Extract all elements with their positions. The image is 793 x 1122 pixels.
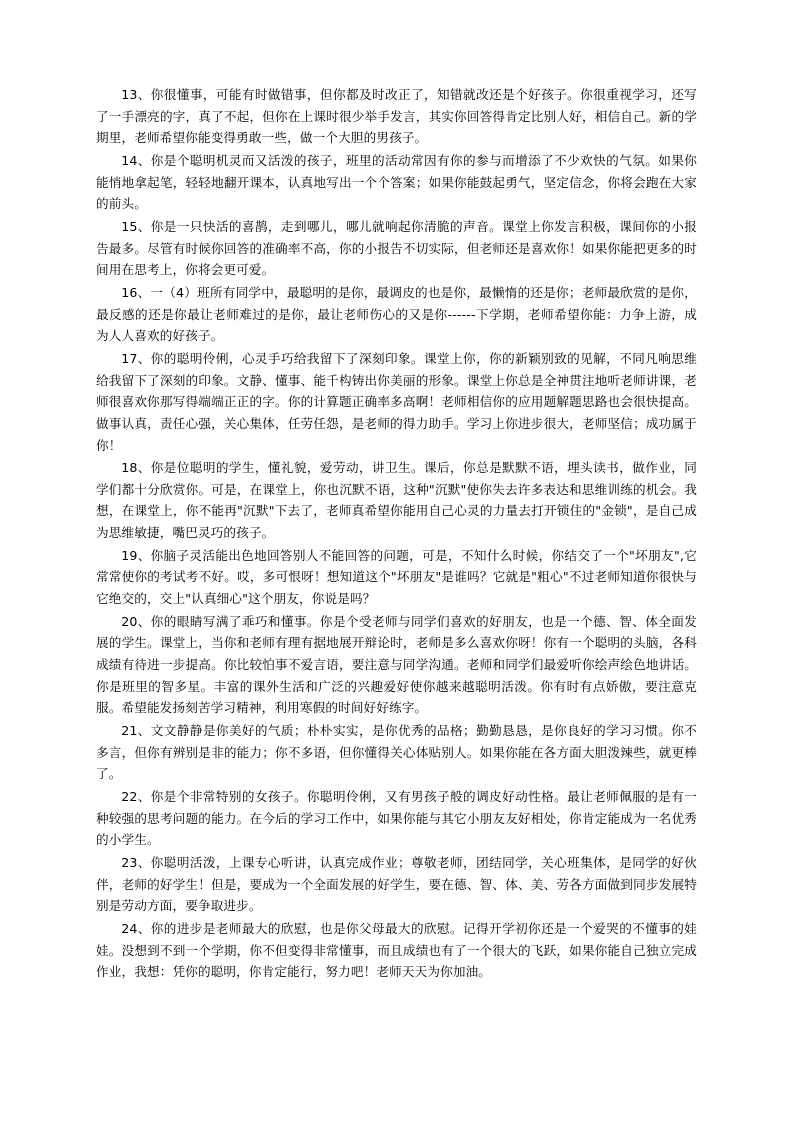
paragraph: 18、你是位聪明的学生，懂礼貌，爱劳动，讲卫生。课后，你总是默默不语，埋头读书，做作业，同学们都十分欣赏你。可是，在课堂上，你也沉默不语，这种"沉默"使你失去许多表达和思维训练的机会。我想，在课堂上，你不能再"沉默"下去了，老师真希望你能用自己心灵的力量去打开锁住的"金锁"，是自己成为思维敏捷，嘴巴灵巧的孩子。 [96,460,697,541]
paragraph: 22、你是个非常特别的女孩子。你聪明伶俐，又有男孩子般的调皮好动性格。最让老师佩服的是有一种较强的思考问题的能力。在今后的学习工作中，如果你能与其它小朋友友好相处，你肯定能成为一名优秀的小学生。 [96,789,697,848]
paragraph: 24、你的进步是老师最大的欣慰，也是你父母最大的欣慰。记得开学初你还是一个爱哭的不懂事的娃娃。没想到不到一个学期，你不但变得非常懂事，而且成绩也有了一个很大的飞跃，如果你能自己独立完成作业，我想：凭你的聪明，你肯定能行，努力吧！老师天天为你加油。 [96,920,697,980]
document-body [96,84,697,983]
paragraph: 20、你的眼睛写满了乖巧和懂事。你是个受老师与同学们喜欢的好朋友，也是一个德、智、体全面发展的学生。课堂上，当你和老师有理有据地展开辩论时，老师是多么喜欢你呀！你有一个聪明的头脑，各科成绩有待进一步提高。你比较怕事不爱言语，要注意与同学沟通。老师和同学们最爱听你绘声绘色地讲话。你是班里的智多星。丰富的课外生活和广泛的兴趣爱好使你越来越聪明活泼。你有时有点娇傲，要注意克服。希望能发扬刻苦学习精神，利用寒假的时间好好练字。 [96,613,697,716]
paragraph: 19、你脑子灵活能出色地回答别人不能回答的问题，可是，不知什么时候，你结交了一个"坏朋友",它常常使你的考试考不好。哎，多可恨呀！想知道这个"坏朋友"是谁吗？它就是"粗心"不过老师知道你很快与它绝交的，交上"认真细心"这个朋友，你说是吗？ [96,547,697,607]
paragraph: 23、你聪明活泼，上课专心听讲，认真完成作业；尊敬老师，团结同学，关心班集体，是同学的好伙伴，老师的好学生！但是，要成为一个全面发展的好学生，要在德、智、体、美、劳各方面做到同步发展特别是劳动方面，要争取进步。 [96,854,697,914]
paragraph: 15、你是一只快活的喜鹊，走到哪儿，哪儿就响起你清脆的声音。课堂上你发言积极，课间你的小报告最多。尽管有时候你回答的准确率不高，你的小报告不切实际，但老师还是喜欢你！如果你能把更多的时间用在思考上，你将会更可爱。 [96,218,697,278]
paragraph: 13、你很懂事，可能有时做错事，但你都及时改正了，知错就改还是个好孩子。你很重视学习，还写了一手漂亮的字，真了不起，但你在上课时很少举手发言，其实你回答得肯定比别人好，相信自己。新的学期里，老师希望你能变得勇敢一些，做一个大胆的男孩子。 [96,87,697,146]
paragraph: 16、一（4）班所有同学中，最聪明的是你，最调皮的也是你，最懒惰的还是你；老师最欣赏的是你，最反感的还是你最让老师难过的是你，最让老师伤心的又是你------下学期，老师希望你能：力争上游，成为人人喜欢的好孩子。 [96,284,697,344]
paragraph: 17、你的聪明伶俐，心灵手巧给我留下了深刻印象。课堂上你，你的新颖别致的见解，不同凡响思维给我留下了深刻的印象。文静、懂事、能千构铸出你美丽的形象。课堂上你总是全神贯注地听老师讲课，老师很喜欢你那写得端端正正的字。你的计算题正确率多高啊！老师相信你的应用题解题思路也会很快提高。做事认真，责任心强，关心集体，任劳任怨，是老师的得力助手。学习上你进步很大，老师坚信；成功属于你！ [96,350,697,453]
paragraph: 21、文文静静是你美好的气质；朴朴实实，是你优秀的品格；勤勤恳恳，是你良好的学习习惯。你不多言，但你有辨别是非的能力；你不多语，但你懂得关心体贴别人。如果你能在各方面大胆泼辣些，就更棒了。 [96,723,697,782]
paragraph: 14、你是个聪明机灵而又活泼的孩子，班里的活动常因有你的参与而增添了不少欢快的气氛。如果你能悄地拿起笔，轻轻地翻开课本，认真地写出一个个答案；如果你能鼓起勇气，坚定信念，你将会跑在大家的前头。 [96,152,697,212]
